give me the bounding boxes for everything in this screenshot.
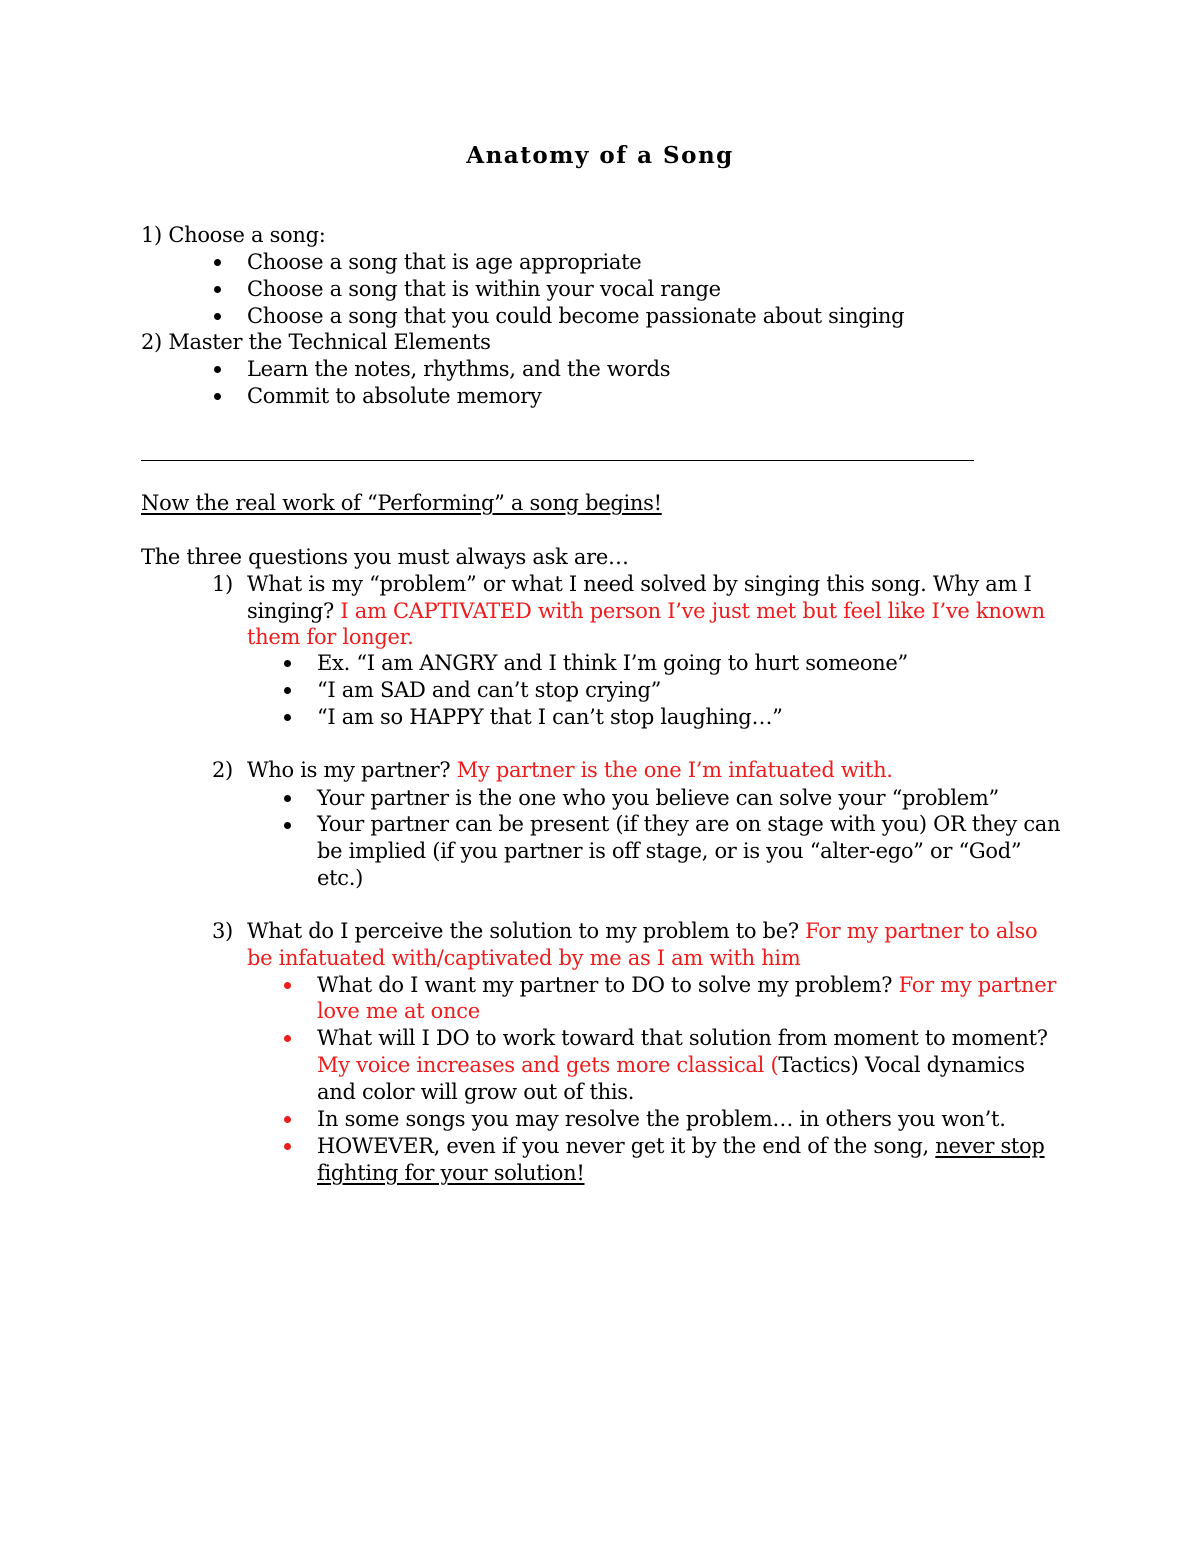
list-item-continued: etc.) <box>317 866 363 890</box>
list-item <box>317 972 1056 999</box>
question1-text: singing? <box>247 599 341 623</box>
questions-intro: The three questions you must always ask are… <box>141 545 629 569</box>
bullet-icon <box>284 714 291 721</box>
list-item-emphasis: fighting for your solution! <box>317 1161 585 1185</box>
bullet-icon <box>284 687 291 694</box>
question1-line <box>247 598 1045 625</box>
bullet-icon <box>284 982 291 989</box>
bullet-icon <box>214 286 221 293</box>
question-number: 3) <box>212 919 233 943</box>
question3-line <box>247 918 1037 945</box>
bullet-icon <box>214 366 221 373</box>
bullet-icon <box>214 313 221 320</box>
bullet-icon <box>284 1143 291 1150</box>
bullet-icon <box>214 259 221 266</box>
list-item-answer: For my partner <box>898 973 1057 997</box>
list-item-text: Tactics) Vocal dynamics <box>778 1053 1025 1077</box>
list-item-continued: and color will grow out of this. <box>317 1080 635 1104</box>
list-item: Commit to absolute memory <box>247 384 542 408</box>
list-item: Your partner can be present (if they are on stage with you) OR they can <box>317 812 1061 836</box>
question1-answer: them for longer. <box>247 625 414 649</box>
list-item: What will I DO to work toward that solution from moment to moment? <box>317 1026 1048 1050</box>
list-item <box>317 1133 1045 1160</box>
list-item: “I am SAD and can’t stop crying” <box>317 678 662 702</box>
list-item: Learn the notes, rhythms, and the words <box>247 357 671 381</box>
document-title: Anatomy of a Song <box>466 142 734 169</box>
list-item-continued <box>317 1052 1025 1079</box>
section1-heading: 1) Choose a song: <box>141 223 326 247</box>
list-item: “I am so HAPPY that I can’t stop laughing…” <box>317 705 783 729</box>
list-item: Choose a song that you could become passionate about singing <box>247 304 905 328</box>
bullet-icon <box>284 660 291 667</box>
bullet-icon <box>214 393 221 400</box>
performing-heading: Now the real work of “Performing” a song begins! <box>141 491 662 515</box>
question3-text: What do I perceive the solution to my problem to be? <box>247 919 806 943</box>
list-item-answer: My voice increases and gets more classical ( <box>317 1053 779 1077</box>
list-item-text: HOWEVER, even if you never get it by the end of the song, <box>317 1134 936 1158</box>
question2-text: Who is my partner? <box>247 758 457 782</box>
section2-heading: 2) Master the Technical Elements <box>141 330 491 354</box>
question1-line: What is my “problem” or what I need solved by singing this song. Why am I <box>247 572 1032 596</box>
question2-line <box>247 757 893 784</box>
horizontal-divider <box>141 460 974 461</box>
list-item-emphasis: never stop <box>935 1134 1045 1158</box>
bullet-icon <box>284 822 291 829</box>
list-item: Ex. “I am ANGRY and I think I’m going to hurt someone” <box>317 651 908 675</box>
list-item-continued: love me at once <box>317 999 480 1023</box>
list-item: In some songs you may resolve the problem… in others you won’t. <box>317 1107 1006 1131</box>
question-number: 2) <box>212 758 233 782</box>
list-item: Choose a song that is within your vocal range <box>247 277 721 301</box>
list-item-text: What do I want my partner to DO to solve my problem? <box>317 973 899 997</box>
bullet-icon <box>284 795 291 802</box>
question3-answer: be infatuated with/captivated by me as I am with him <box>247 946 801 970</box>
bullet-icon <box>284 1035 291 1042</box>
question3-answer: For my partner to also <box>805 919 1038 943</box>
question-number: 1) <box>212 572 233 596</box>
list-item-continued: be implied (if you partner is off stage, or is you “alter-ego” or “God” <box>317 839 1022 863</box>
bullet-icon <box>284 1116 291 1123</box>
list-item: Your partner is the one who you believe can solve your “problem” <box>317 786 999 810</box>
list-item: Choose a song that is age appropriate <box>247 250 642 274</box>
question2-answer: My partner is the one I’m infatuated with. <box>456 758 893 782</box>
question1-answer: I am CAPTIVATED with person I’ve just met but feel like I’ve known <box>340 599 1045 623</box>
